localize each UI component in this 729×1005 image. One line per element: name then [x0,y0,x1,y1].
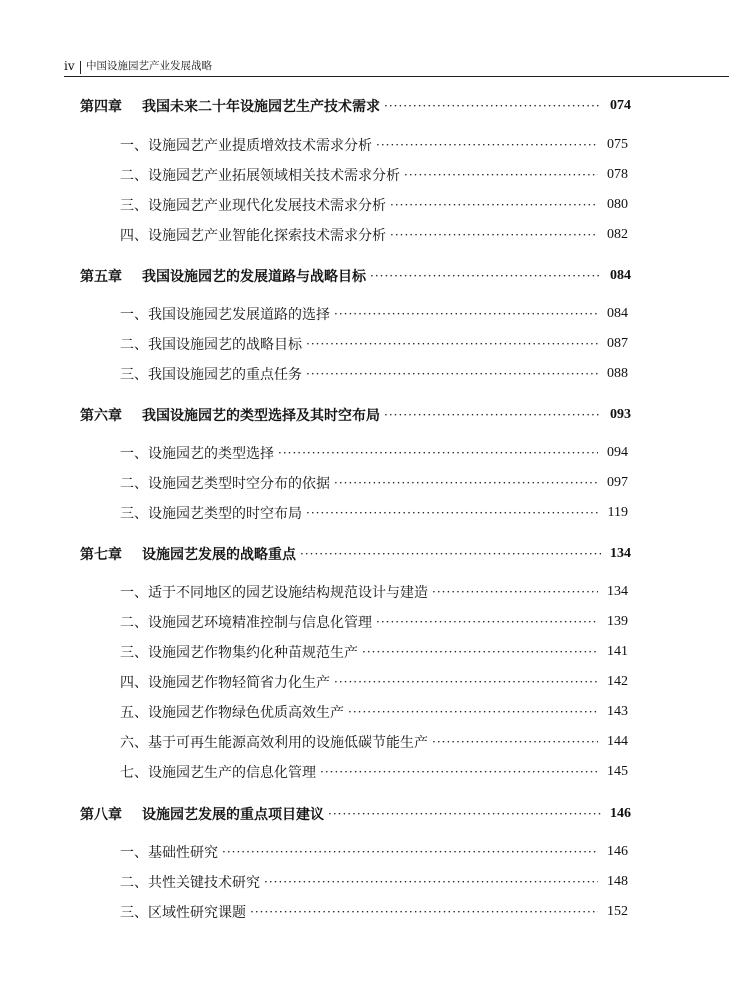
section-page: 134 [607,584,628,599]
toc-section[interactable] [120,700,628,724]
dot-leader [376,138,598,152]
dot-leader [222,845,598,859]
chapter-label: 第八章 [80,807,122,823]
toc-section[interactable] [120,332,628,356]
dot-leader [432,585,598,599]
dot-leader [404,168,598,182]
book-title: 中国设施园艺产业发展战略 [86,60,212,72]
section-page: 145 [607,764,628,779]
toc-section[interactable] [120,580,628,604]
chapter-label: 第六章 [80,408,122,424]
section-page: 082 [607,227,628,242]
toc-section[interactable] [120,900,628,924]
dot-leader [328,807,601,821]
toc-chapter-7[interactable] [80,542,631,566]
section-title: 七、设施园艺生产的信息化管理 [120,765,316,781]
toc-section[interactable] [120,640,628,664]
chapter-page: 074 [610,98,631,113]
chapter-title: 我国设施园艺的类型选择及其时空布局 [142,408,380,424]
section-title: 二、我国设施园艺的战略目标 [120,337,302,353]
section-page: 119 [607,505,628,520]
section-page: 146 [607,844,628,859]
dot-leader [264,875,598,889]
toc-section[interactable] [120,362,628,386]
toc-section[interactable] [120,471,628,495]
chapter-page: 134 [610,546,631,561]
section-title: 二、设施园艺类型时空分布的依据 [120,476,330,492]
toc-section[interactable] [120,133,628,157]
section-page: 087 [607,336,628,351]
dot-leader [390,228,598,242]
toc-section[interactable] [120,302,628,326]
section-title: 三、设施园艺产业现代化发展技术需求分析 [120,198,386,214]
toc-chapter-6[interactable] [80,403,631,427]
section-title: 六、基于可再生能源高效利用的设施低碳节能生产 [120,735,428,751]
dot-leader [334,675,598,689]
toc-section[interactable] [120,670,628,694]
section-page: 139 [607,614,628,629]
chapter-title: 我国设施园艺的发展道路与战略目标 [142,269,366,285]
toc-section[interactable] [120,193,628,217]
section-title: 三、设施园艺作物集约化种苗规范生产 [120,645,358,661]
chapter-label: 第四章 [80,99,122,115]
section-page: 144 [607,734,628,749]
toc-section[interactable] [120,760,628,784]
page-number: iv [64,59,75,73]
dot-leader [376,615,598,629]
section-page: 141 [607,644,628,659]
dot-leader [306,337,598,351]
section-title: 三、设施园艺类型的时空布局 [120,506,302,522]
dot-leader [278,446,598,460]
chapter-page: 084 [610,268,631,283]
dot-leader [370,269,601,283]
toc-section[interactable] [120,441,628,465]
dot-leader [306,367,598,381]
toc-chapter-5[interactable] [80,264,631,288]
section-title: 一、设施园艺的类型选择 [120,446,274,462]
dot-leader [384,99,601,113]
toc-chapter-8[interactable] [80,802,631,826]
section-page: 097 [607,475,628,490]
toc-section[interactable] [120,610,628,634]
dot-leader [348,705,598,719]
toc-section[interactable] [120,730,628,754]
section-title: 四、设施园艺作物轻简省力化生产 [120,675,330,691]
section-page: 148 [607,874,628,889]
chapter-page: 146 [610,806,631,821]
dot-leader [250,905,598,919]
section-title: 二、共性关键技术研究 [120,875,260,891]
section-title: 二、设施园艺环境精准控制与信息化管理 [120,615,372,631]
section-title: 四、设施园艺产业智能化探索技术需求分析 [120,228,386,244]
section-title: 五、设施园艺作物绿色优质高效生产 [120,705,344,721]
chapter-label: 第五章 [80,269,122,285]
dot-leader [432,735,598,749]
section-title: 一、基础性研究 [120,845,218,861]
section-page: 094 [607,445,628,460]
dot-leader [306,506,598,520]
section-page: 075 [607,137,628,152]
section-page: 142 [607,674,628,689]
section-page: 088 [607,366,628,381]
section-page: 084 [607,306,628,321]
section-page: 080 [607,197,628,212]
chapter-title: 设施园艺发展的重点项目建议 [142,807,324,823]
toc-section[interactable] [120,870,628,894]
section-title: 一、设施园艺产业提质增效技术需求分析 [120,138,372,154]
section-page: 078 [607,167,628,182]
toc-section[interactable] [120,501,628,525]
section-title: 三、我国设施园艺的重点任务 [120,367,302,383]
chapter-page: 093 [610,407,631,422]
dot-leader [334,307,598,321]
toc-section[interactable] [120,223,628,247]
section-page: 152 [607,904,628,919]
chapter-label: 第七章 [80,547,122,563]
dot-leader [390,198,598,212]
dot-leader [300,547,601,561]
toc-section[interactable] [120,163,628,187]
chapter-title: 设施园艺发展的战略重点 [142,547,296,563]
section-title: 三、区域性研究课题 [120,905,246,921]
dot-leader [334,476,598,490]
toc-section[interactable] [120,840,628,864]
section-title: 一、适于不同地区的园艺设施结构规范设计与建造 [120,585,428,601]
section-title: 二、设施园艺产业拓展领域相关技术需求分析 [120,168,400,184]
dot-leader [362,645,598,659]
chapter-title: 我国未来二十年设施园艺生产技术需求 [142,99,380,115]
dot-leader [320,765,598,779]
toc-chapter-4[interactable] [80,94,631,118]
section-title: 一、我国设施园艺发展道路的选择 [120,307,330,323]
dot-leader [384,408,601,422]
section-page: 143 [607,704,628,719]
